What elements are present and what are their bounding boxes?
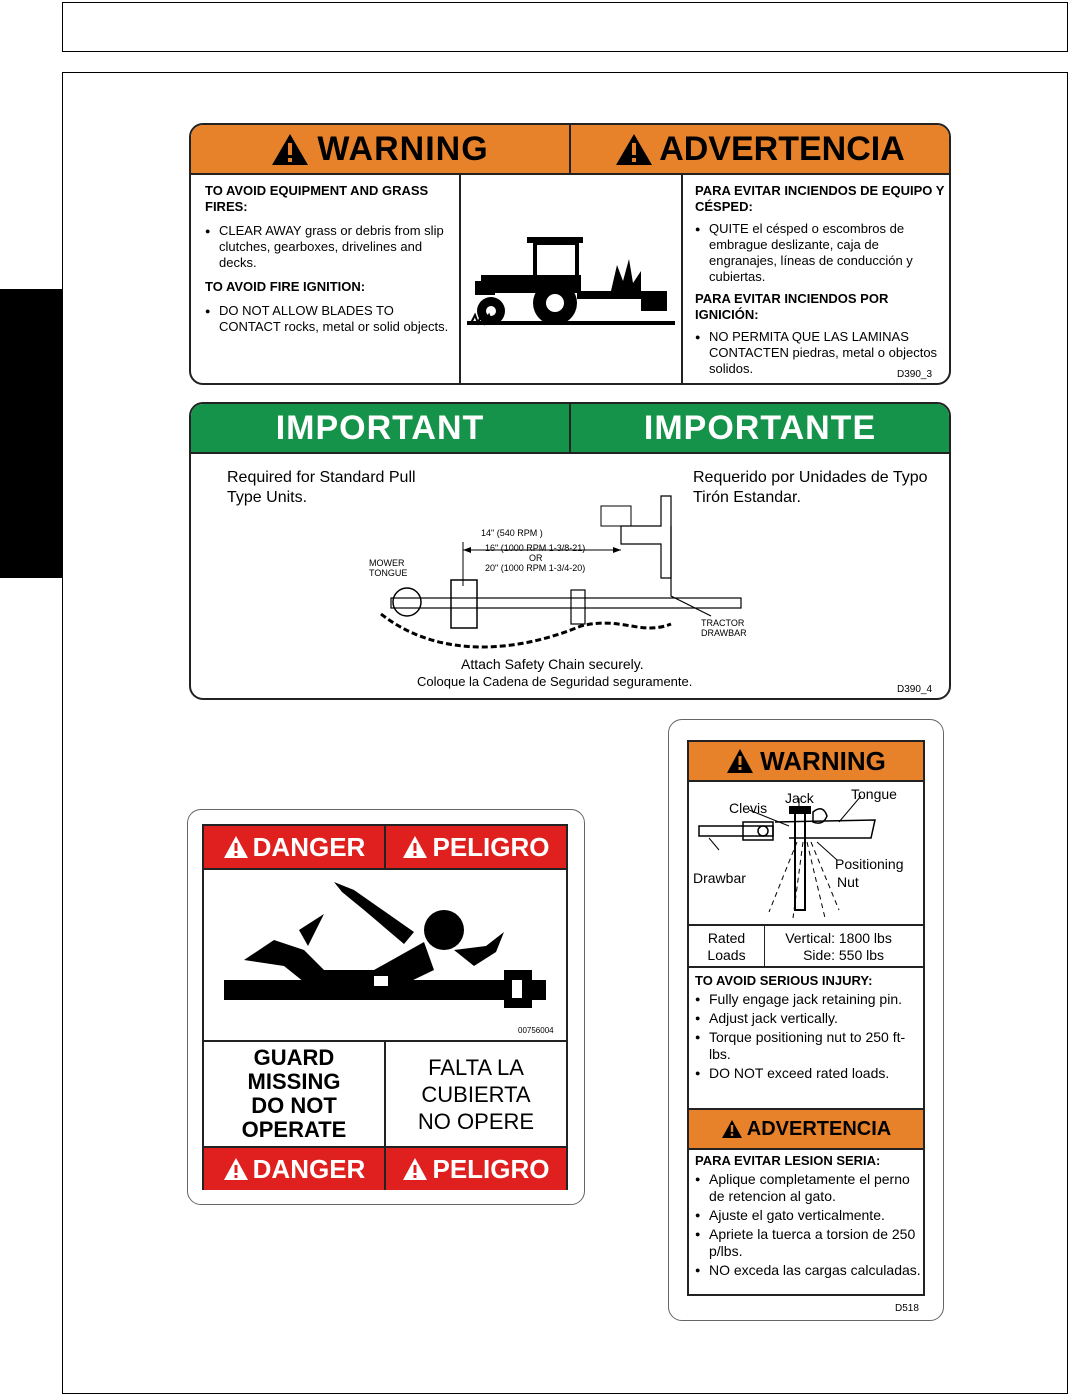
jack-instructions-en: [695, 972, 921, 1082]
chain-caption-es: Coloque la Cadena de Seguridad seguramente.: [417, 674, 693, 689]
important-text-es: Requerido por Unidades de Typo Tirón Estandar.: [693, 469, 928, 506]
list-item: ● Adjust jack vertically.: [695, 1010, 921, 1027]
mower-tongue-label: MOWER TONGUE: [369, 558, 408, 578]
decal-code: D390_4: [897, 684, 933, 695]
warning-triangle-icon: [271, 132, 309, 166]
danger-text-en: GUARD MISSING DO NOT OPERATE: [204, 1042, 386, 1146]
warning-triangle-icon: [223, 835, 249, 859]
entanglement-pictogram: [204, 870, 566, 1042]
list-item: ● NO exceda las cargas calculadas.: [695, 1262, 921, 1279]
pictogram-code: 00756004: [518, 1026, 554, 1035]
important-text-en: Required for Standard Pull Type Units.: [227, 469, 416, 506]
jack-warning-header: WARNING: [689, 742, 923, 782]
warning-header-es: [571, 125, 949, 173]
warning-triangle-icon: [402, 835, 428, 859]
list-item: ● Torque positioning nut to 250 ft-lbs.: [695, 1029, 921, 1063]
jack-instructions-es: [695, 1152, 921, 1279]
side-label: Side:: [803, 947, 835, 963]
positioning-label: Positioning: [835, 856, 904, 872]
dim-label-540: 14" (540 RPM ): [481, 528, 543, 538]
warning-triangle-icon: [223, 1157, 249, 1181]
peligro-label: PELIGRO: [386, 1148, 566, 1190]
drawbar-label: Drawbar: [693, 870, 746, 886]
important-header-es: IMPORTANTE: [643, 408, 877, 447]
decal-code: D390_3: [897, 369, 933, 380]
text-heading: TO AVOID SERIOUS INJURY:: [695, 973, 873, 988]
dim-label-1000-21: 16" (1000 RPM 1-3/8-21): [485, 543, 586, 553]
danger-header-top: [204, 826, 566, 870]
text-bullet: ● CLEAR AWAY grass or debris from slip clutches, gearboxes, drivelines and decks.: [205, 223, 459, 271]
nut-label: Nut: [837, 874, 859, 890]
text-bullet: ● DO NOT ALLOW BLADES TO CONTACT rocks, metal or solid objects.: [205, 303, 459, 335]
advertencia-title: ADVERTENCIA: [659, 129, 905, 168]
text-heading: PARA EVITAR INCIENDOS DE EQUIPO Y CÉSPED:: [695, 183, 945, 214]
danger-label-en: DANGER: [204, 1148, 384, 1190]
danger-header-bottom: [204, 1146, 566, 1190]
vertical-value: 1800 lbs: [838, 930, 892, 946]
rated-loads-label: Rated Loads: [689, 926, 765, 966]
side-value: 550 lbs: [838, 947, 885, 963]
important-chain-decal: [189, 402, 951, 700]
danger-inner: [202, 824, 568, 1190]
warning-text-en: [205, 183, 459, 335]
important-header-bar: [191, 404, 949, 454]
tractor-drawbar-label: TRACTOR DRAWBAR: [701, 618, 747, 638]
warning-header-bar: [191, 125, 949, 175]
warning-triangle-icon: [726, 748, 754, 774]
text-heading: TO AVOID EQUIPMENT AND GRASS FIRES:: [205, 183, 429, 214]
text-heading: PARA EVITAR INCIENDOS POR IGNICIÓN:: [695, 291, 889, 322]
warning-fire-decal: [189, 123, 951, 385]
peligro-label: PELIGRO: [386, 826, 566, 868]
jack-warning-decal: [668, 719, 944, 1321]
warning-triangle-icon: [615, 132, 653, 166]
text-bullet: ● NO PERMITA QUE LAS LAMINAS CONTACTEN piedras, metal o objectos solidos.: [695, 329, 947, 377]
dim-label-or: OR: [529, 553, 543, 563]
danger-guard-decal: [187, 809, 585, 1205]
dim-label-1000-20: 20" (1000 RPM 1-3/4-20): [485, 563, 586, 573]
column-divider: [681, 173, 683, 385]
jack-label: Jack: [785, 790, 814, 806]
list-item: ● Fully engage jack retaining pin.: [695, 991, 921, 1008]
tongue-label: Tongue: [851, 786, 897, 802]
section-tab: [0, 289, 62, 578]
chain-caption-en: Attach Safety Chain securely.: [461, 656, 644, 672]
tractor-illustration: [461, 173, 681, 385]
jack-inner: [687, 740, 925, 1296]
vertical-label: Vertical:: [785, 930, 835, 946]
important-header-en: IMPORTANT: [275, 408, 485, 447]
header-box: [62, 2, 1068, 52]
rated-loads-values: [767, 930, 923, 964]
warning-text-es: [695, 183, 947, 377]
clevis-label: Clevis: [729, 800, 768, 816]
list-item: ● Apriete la tuerca a torsion de 250 p/lbs.: [695, 1226, 921, 1260]
warning-triangle-icon: [402, 1157, 428, 1181]
text-heading: TO AVOID FIRE IGNITION:: [205, 279, 366, 294]
danger-label-en: DANGER: [204, 826, 384, 868]
warning-title: WARNING: [317, 129, 489, 168]
text-heading: PARA EVITAR LESION SERIA:: [695, 1153, 881, 1168]
list-item: ● Ajuste el gato verticalmente.: [695, 1207, 921, 1224]
warning-triangle-icon: [721, 1119, 743, 1139]
rated-divider: [689, 966, 923, 968]
text-bullet: ● QUITE el césped o escombros de embrague deslizante, caja de engranajes, líneas de conducción y cubiertas.: [695, 221, 947, 285]
decal-code: D518: [895, 1303, 919, 1314]
jack-advertencia-header: ADVERTENCIA: [689, 1108, 923, 1150]
list-item: ● Aplique completamente el perno de retencion al gato.: [695, 1171, 921, 1205]
danger-text-es: FALTA LA CUBIERTA NO OPERE: [417, 1054, 535, 1134]
warning-header-en: [191, 125, 569, 173]
list-item: ● DO NOT exceed rated loads.: [695, 1065, 921, 1082]
